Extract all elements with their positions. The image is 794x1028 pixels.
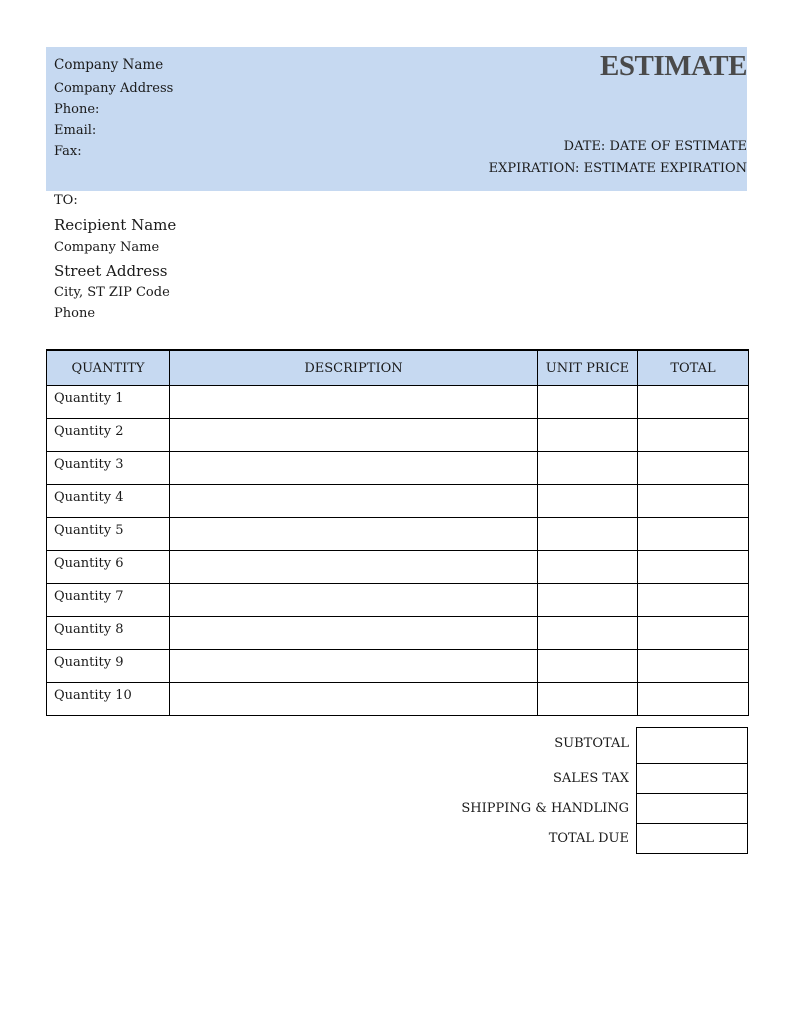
sales-tax-label: SALES TAX [552, 771, 629, 786]
quantity-cell[interactable]: Quantity 4 [47, 485, 170, 518]
to-label: TO: [54, 193, 78, 208]
quantity-cell[interactable]: Quantity 2 [47, 419, 170, 452]
description-cell[interactable] [170, 551, 538, 584]
description-cell[interactable] [170, 386, 538, 419]
total-cell[interactable] [638, 386, 749, 419]
description-cell[interactable] [170, 650, 538, 683]
total-cell[interactable] [638, 683, 749, 716]
recipient-company: Company Name [54, 240, 160, 255]
unit-price-cell[interactable] [538, 518, 638, 551]
description-cell[interactable] [170, 419, 538, 452]
recipient-phone: Phone [54, 306, 96, 321]
estimate-date: DATE: DATE OF ESTIMATE [563, 139, 747, 154]
total-cell[interactable] [638, 419, 749, 452]
total-cell[interactable] [638, 452, 749, 485]
table-row [47, 584, 749, 617]
table-row [47, 485, 749, 518]
unit-price-cell[interactable] [538, 551, 638, 584]
company-phone-label: Phone: [54, 102, 100, 117]
quantity-cell[interactable]: Quantity 9 [47, 650, 170, 683]
table-row [47, 617, 749, 650]
total-cell[interactable] [638, 650, 749, 683]
estimate-header [46, 47, 747, 191]
unit-price-cell[interactable] [538, 650, 638, 683]
company-fax-label: Fax: [54, 144, 82, 159]
quantity-cell[interactable]: Quantity 6 [47, 551, 170, 584]
shipping-handling-value[interactable] [636, 793, 748, 824]
description-cell[interactable] [170, 683, 538, 716]
table-row [47, 518, 749, 551]
description-cell[interactable] [170, 452, 538, 485]
total-due-label: TOTAL DUE [548, 831, 629, 846]
total-cell[interactable] [638, 551, 749, 584]
column-header-total: TOTAL [638, 350, 749, 386]
subtotal-label: SUBTOTAL [554, 736, 629, 751]
estimate-expiration: EXPIRATION: ESTIMATE EXPIRATION [488, 161, 747, 176]
shipping-handling-label: SHIPPING & HANDLING [461, 801, 629, 816]
total-due-value[interactable] [636, 823, 748, 854]
unit-price-cell[interactable] [538, 584, 638, 617]
column-header-description: DESCRIPTION [170, 350, 538, 386]
quantity-cell[interactable]: Quantity 1 [47, 386, 170, 419]
column-header-unit-price: UNIT PRICE [538, 350, 638, 386]
company-address: Company Address [54, 81, 174, 96]
line-items-table [46, 349, 749, 716]
description-cell[interactable] [170, 584, 538, 617]
company-email-label: Email: [54, 123, 97, 138]
description-cell[interactable] [170, 485, 538, 518]
total-cell[interactable] [638, 617, 749, 650]
recipient-street: Street Address [54, 262, 168, 280]
quantity-cell[interactable]: Quantity 8 [47, 617, 170, 650]
table-row [47, 650, 749, 683]
table-row [47, 683, 749, 716]
quantity-cell[interactable]: Quantity 3 [47, 452, 170, 485]
unit-price-cell[interactable] [538, 419, 638, 452]
table-row [47, 452, 749, 485]
sales-tax-value[interactable] [636, 763, 748, 794]
document-title: ESTIMATE [600, 50, 747, 82]
unit-price-cell[interactable] [538, 452, 638, 485]
quantity-cell[interactable]: Quantity 7 [47, 584, 170, 617]
recipient-name: Recipient Name [54, 216, 177, 234]
recipient-city-state-zip: City, ST ZIP Code [54, 285, 170, 300]
unit-price-cell[interactable] [538, 386, 638, 419]
unit-price-cell[interactable] [538, 683, 638, 716]
total-cell[interactable] [638, 584, 749, 617]
table-header-row [47, 350, 749, 386]
total-cell[interactable] [638, 485, 749, 518]
total-cell[interactable] [638, 518, 749, 551]
description-cell[interactable] [170, 617, 538, 650]
company-name: Company Name [54, 57, 164, 73]
unit-price-cell[interactable] [538, 617, 638, 650]
unit-price-cell[interactable] [538, 485, 638, 518]
table-row [47, 386, 749, 419]
table-row [47, 419, 749, 452]
quantity-cell[interactable]: Quantity 5 [47, 518, 170, 551]
quantity-cell[interactable]: Quantity 10 [47, 683, 170, 716]
table-row [47, 551, 749, 584]
column-header-quantity: QUANTITY [47, 350, 170, 386]
subtotal-value[interactable] [636, 727, 748, 764]
description-cell[interactable] [170, 518, 538, 551]
